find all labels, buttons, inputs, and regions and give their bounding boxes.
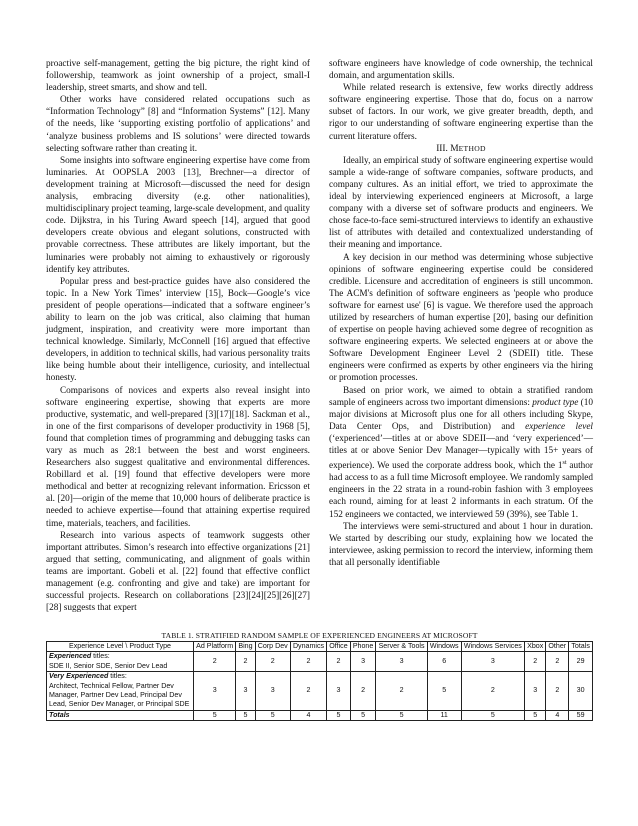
paragraph: Comparisons of novices and experts also reveal insight into software engineering expertise, showing that experts are more productive, systematic, and well-prepared [3][17][18]. Sackman et al., in one of the first comparisons of developer productivity in 1968 [5], found that completion times of programming and debugging tasks can vary as much as 28:1 between the best and worst engineers. Researchers also suggest qualitative and environmental differences. Robillard et al. [19] found that effective developers were more methodical and better at recognizing relevant information. Ericsson et al. [20]—origin of the meme that 10,000 hours of deliberate practice is needed to achieve expertise—found that attaining expertise required time, materials, teachers, and facilities. (46, 385, 310, 529)
table-cell: 3 (350, 652, 376, 672)
paragraph: While related research is extensive, few works directly address software engineering expertise. Those that do, focus on a narrow subset of factors. In our work, we give greater breadth, depth, and rigor to our understanding of software engineering expertise than the current literature offers. (329, 83, 593, 142)
row-label-detail: SDE II, Senior SDE, Senior Dev Lead (49, 661, 168, 670)
table-cell: 3 (236, 672, 255, 711)
table-cell: 2 (236, 652, 255, 672)
section-heading-rest: ETHOD (458, 143, 486, 153)
table-cell: 3 (525, 672, 546, 711)
table-cell: 3 (376, 652, 427, 672)
paragraph: A key decision in our method was determining whose subjective opinions of software engineering expertise could be considered credible. Licensure and accreditation of engineers is still uncommon. The ACM's definition of software engineers as 'people who produce software for earnest use' [6] is vague. We therefore used the approach utilized by researchers of human expertise [20], basing our definition of expertise on people having achieved some degree of recognition as software engineering experts. We selected engineers at or above the Software Development Engineer Level 2 (SDEII) title. These engineers were confirmed as experts by other engineers via the hiring or promotion processes. (329, 252, 593, 384)
italic-term: product type (532, 397, 579, 408)
table-cell: 5 (236, 710, 255, 720)
paragraph: The interviews were semi-structured and about 1 hour in duration. We started by describing our study, explaining how we located the interviewee, asking permission to record the interview, informing them that all personally identifiable (329, 521, 593, 568)
table-cell: 5 (427, 672, 461, 711)
row-label (47, 710, 194, 720)
table-header-cell: Other (546, 642, 569, 652)
section-heading (329, 143, 593, 155)
left-column (46, 58, 310, 614)
superscript: st (562, 460, 567, 467)
text-span: author had access to as a full time Microsoft employee. We randomly sampled engineers in the 22 strata in a round-robin fashion with 3 employees each round, aiming for at least 2 informants in each stratum. Of the 152 engineers we contacted, we interviewed 59 (39%), see Table 1. (329, 461, 594, 520)
paragraph: Other works have considered related occupations such as “Information Technology” [8] and “Information Systems” [12]. Many of the needs, like ‘supporting existing portfolio of applications’ and ‘analyze business problems and IS solutions’ were directed towards selecting software rather than creating it. (46, 95, 310, 154)
table-header-row (47, 642, 593, 652)
table-header-cell: Xbox (525, 642, 546, 652)
row-label-suffix: titles: (91, 652, 110, 661)
paragraph: Some insights into software engineering expertise have come from luminaries. At OOPSLA 2003 [13], Brechner—a director of development training at Microsoft—discussed the need for design analysis, embracing diversity (e.g. other nationalities), multidisciplinary project teaming, large-scale development, and quality code. Dijkstra, in his Turing Award speech [14], argued that good developers create obvious and elegant solutions, constructed with provable correctness. These attributes are likely important, but the luminaries were probably not aiming to exhaustively or rigorously identify key attributes. (46, 155, 310, 275)
row-label-detail: Architect, Technical Fellow, Partner Dev Manager, Partner Dev Lead, Principal Dev Lead, Senior Dev Manager, or Principal SDE (49, 681, 190, 709)
table-cell: 2 (461, 672, 524, 711)
section-heading-number: III. M (436, 143, 459, 154)
sample-table (46, 641, 593, 721)
text-span: (10 major divisions at Microsoft plus one for all others including Skype, Data Center Ops, and Distribution) and (329, 397, 594, 432)
table-cell: 3 (461, 652, 524, 672)
row-label-bold: Experienced (49, 652, 92, 661)
paragraph: Research into various aspects of teamwork suggests other important attributes. Simon’s research into effective organizations [21] argued that setting, communicating, and alignment of goals within teams are important. Gobeli et al. [22] found that effective conflict management (e.g. confronting and give and take) are important for successful projects. Research on collaborations [23][24][25][26][27][28] suggests that expert (46, 530, 310, 614)
table-header-cell: Office (327, 642, 351, 652)
table-header-cell: Windows Services (461, 642, 524, 652)
table-cell: 2 (255, 652, 290, 672)
table-cell: 2 (350, 672, 376, 711)
paragraph: software engineers have knowledge of code ownership, the technical domain, and argumentation skills. (329, 59, 593, 82)
table-cell: 11 (427, 710, 461, 720)
table-cell: 30 (569, 672, 593, 711)
table-cell: 3 (255, 672, 290, 711)
table-caption: TABLE 1. STRATIFIED RANDOM SAMPLE OF EXPERIENCED ENGINEERS AT MICROSOFT (161, 631, 478, 640)
table-cell: 5 (255, 710, 290, 720)
table-cell: 5 (525, 710, 546, 720)
table-1 (46, 631, 593, 721)
italic-term: experience level (525, 421, 593, 432)
table-cell: 3 (194, 672, 236, 711)
row-label-bold: Very Experienced (49, 672, 109, 681)
table-cell: 2 (290, 652, 326, 672)
table-header-cell: Phone (350, 642, 376, 652)
table-header-cell: Corp Dev (255, 642, 290, 652)
table-cell: 4 (546, 710, 569, 720)
table-cell: 4 (290, 710, 326, 720)
text-span: (‘experienced’—titles at or above SDEII—and ‘very experienced’—titles at or above Senior Dev Manager—typically with 15+ years of experience). We used the corporate address book, which the 1 (329, 433, 593, 472)
table-row (47, 652, 593, 672)
table-cell: 29 (569, 652, 593, 672)
table-header-cell: Experience Level \ Product Type (47, 642, 194, 652)
table-cell: 2 (546, 652, 569, 672)
row-label-bold: Totals (49, 710, 70, 719)
table-cell: 5 (350, 710, 376, 720)
table-header-cell: Totals (569, 642, 593, 652)
table-cell: 2 (194, 652, 236, 672)
table-cell: 2 (546, 672, 569, 711)
table-cell: 6 (427, 652, 461, 672)
table-cell: 5 (327, 710, 351, 720)
table-cell: 5 (194, 710, 236, 720)
table-cell: 5 (376, 710, 427, 720)
row-label (47, 652, 194, 672)
table-cell: 3 (327, 672, 351, 711)
table-cell: 2 (290, 672, 326, 711)
paragraph: proactive self-management, getting the big picture, the right kind of followership, teamwork as joint ownership of a project, small-I leadership, street smarts, and show and tell. (46, 59, 310, 94)
row-label (47, 672, 194, 711)
text-span: Based on prior work, we aimed to obtain a stratified random sample of engineers across two important dimensions: (329, 385, 593, 408)
table-row (47, 672, 593, 711)
table-header-cell: Server & Tools (376, 642, 427, 652)
right-column (329, 58, 593, 569)
table-cell: 2 (327, 652, 351, 672)
table-header-cell: Dynamics (290, 642, 326, 652)
paragraph: Popular press and best-practice guides have also considered the topic. In a New York Times’ interview [15], Bock—Google’s vice president of people operations—indicated that a software engineer’s ability to learn on the job was critical, also claiming that human judgment, inspiration, and creativity were more important than technical knowledge. Similarly, McConnell [16] argued that effective developers, in addition to technical skills, had various personality traits like being humble about their intelligence, curiosity, and intellectual honesty. (46, 276, 310, 384)
table-header-cell: Windows (427, 642, 461, 652)
table-header-cell: Bing (236, 642, 255, 652)
paragraph: Ideally, an empirical study of software engineering expertise would sample a wide-range of software companies, software products, and company cultures. As an initial effort, we tried to approximate the ideal by interviewing experienced engineers at Microsoft, a large company with a diverse set of software products and engineers. We chose face-to-face semi-structured interviews to identify an exhaustive list of attributes with detailed and contextualized understanding of their meaning and importance. (329, 155, 593, 251)
table-cell: 59 (569, 710, 593, 720)
row-label-suffix: titles: (108, 672, 127, 681)
table-cell: 5 (461, 710, 524, 720)
table-cell: 2 (525, 652, 546, 672)
table-header-cell: Ad Platform (194, 642, 236, 652)
paragraph (329, 385, 593, 521)
table-row (47, 710, 593, 720)
table-cell: 2 (376, 672, 427, 711)
